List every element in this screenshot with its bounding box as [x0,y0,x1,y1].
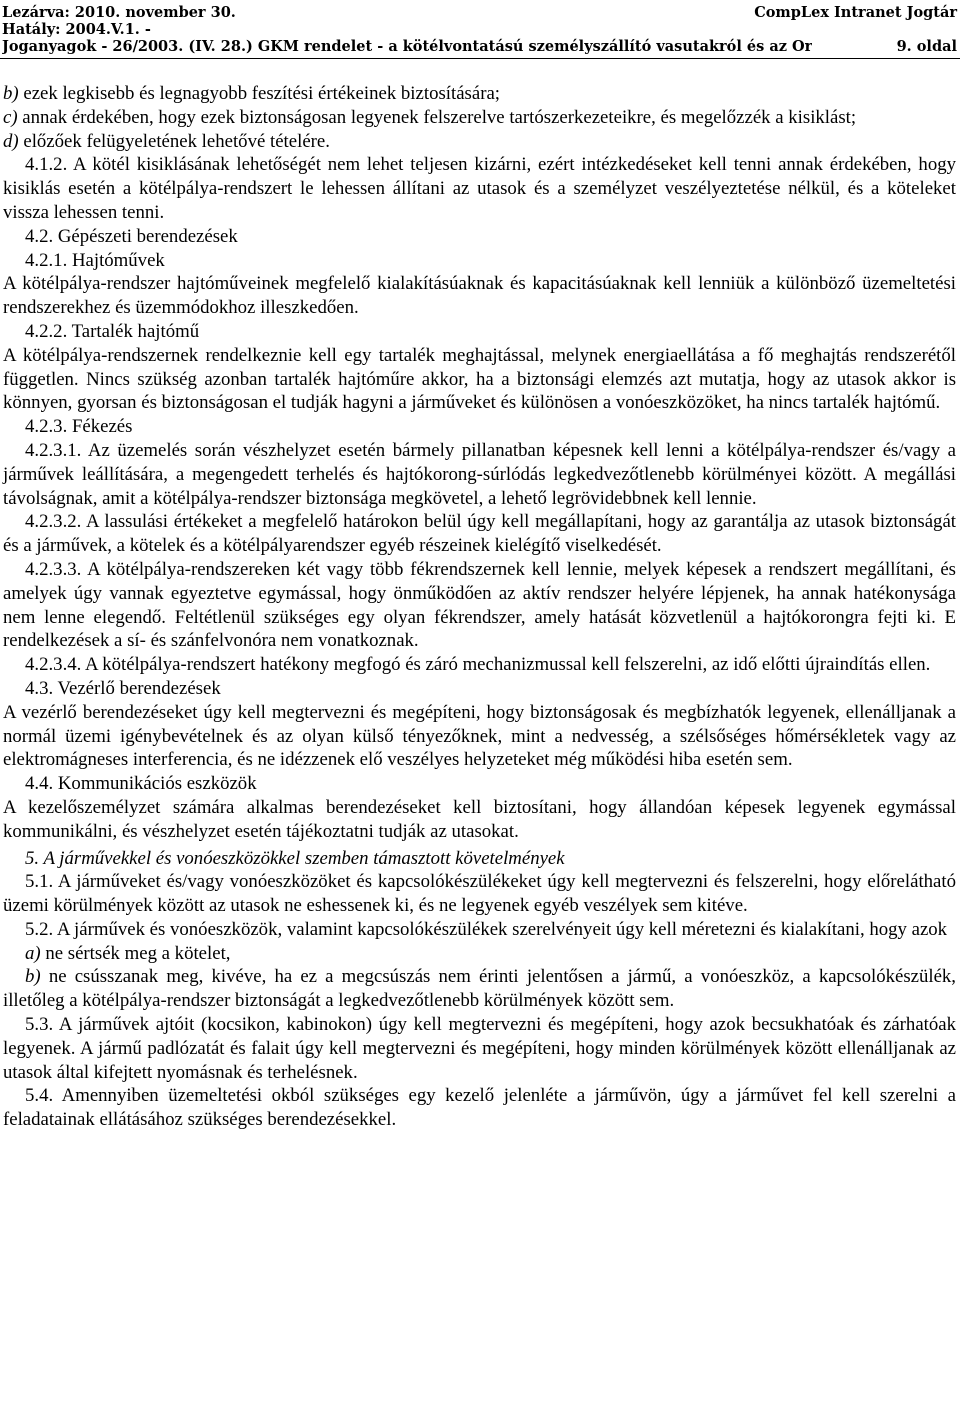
list-text: ne csússzanak meg, kivéve, ha ez a megcsúszás nem érinti jelentősen a jármű, a vonóeszköz, a kapcsolókészülék, illetőleg a kötélpálya-rendszer biztonságát a legkedvezőtlenebb körülmények között sem. [3,966,956,1012]
effective-date: Hatály: 2004.V.1. - [2,21,151,38]
paragraph-4-2-3-2: 4.2.3.2. A lassulási értékeket a megfelelő határokon belül úgy kell megállapítani, hogy az garantálja az utasok biztonságát és a járművek, a kötelek és a kötélpályarendszer egyéb részeinek kielégítő viselkedését. [3,511,956,557]
paragraph-5-2: 5.2. A járművek és vonóeszközök, valamint kapcsolókészülékek szerelvényeit úgy kell méretezni és kialakítani, hogy azok [25,918,948,940]
heading-4-2: 4.2. Gépészeti berendezések [25,225,238,247]
list-item-c [3,106,956,130]
header-divider [0,58,960,59]
paragraph-4-1-2: 4.1.2. A kötél kisiklásának lehetőségét nem lehet teljesen kizárni, ezért intézkedéseket kell tenni annak érdekében, hogy kisiklás esetén a kötélpálya-rendszert le lehessen állítani az utasok és a személyzet veszélyeztetése nélkül, és a köteleket vissza lehessen tenni. [3,154,956,223]
heading-4-3: 4.3. Vezérlő berendezések [25,677,221,699]
paragraph-5-1: 5.1. A járműveket és/vagy vonóeszközöket és kapcsolókészülékeket úgy kell megtervezni és felszerelni, hogy előrelátható üzemi körülmények között az utasok ne eshessenek ki, és ne legyenek egyéb veszélyek sem kitéve. [3,871,956,917]
page-header [2,4,957,55]
list-label: c) [3,106,18,128]
list-item-5-2-a [3,942,956,966]
header-row-3 [2,38,957,55]
document-body [3,82,956,1132]
document-title: Joganyagok - 26/2003. (IV. 28.) GKM rendelet - a kötélvontatású személyszállító vasutakról és az Or [2,38,813,55]
paragraph-4-2-3-1: 4.2.3.1. Az üzemelés során vészhelyzet esetén bármely pillanatban képesnek kell lenni a kötélpálya-rendszer és/vagy a járművek leállítására, a megengedett terhelés és hajtókorong-súrlódás legkedvezőtlenebb körülményei között. A megállási távolságnak, amit a kötélpálya-rendszer biztonsága megkövetel, a lehető legrövidebbnek kell lennie. [3,439,956,509]
list-label: d) [3,130,19,152]
lock-date: Lezárva: 2010. november 30. [2,4,236,21]
list-text: annak érdekében, hogy ezek biztonságosan legyenek felszerelve tartószerkezeteikre, és megelőzzék a kisiklást; [17,106,857,128]
list-item-b [3,82,956,106]
heading-4-2-2: 4.2.2. Tartalék hajtómű [25,320,200,342]
paragraph-4-2-3-4: 4.2.3.4. A kötélpálya-rendszert hatékony megfogó és záró mechanizmussal kell felszerelni, az idő előtti újraindítás ellen. [25,654,931,676]
section-title-text: 5. A járművekkel és vonóeszközökkel szemben támasztott követelmények [25,847,565,869]
list-label: a) [25,942,41,964]
header-row-2 [2,21,957,38]
page-number: 9. oldal [896,38,957,55]
product-name: CompLex Intranet Jogtár [754,4,957,21]
heading-4-2-3: 4.2.3. Fékezés [25,416,133,438]
heading-4-2-1: 4.2.1. Hajtóművek [25,249,165,271]
list-text: előzőek felügyeletének lehetővé tételére. [18,130,330,152]
list-text: ne sértsék meg a kötelet, [40,942,231,964]
heading-4-4: 4.4. Kommunikációs eszközök [25,773,257,795]
list-item-5-2-b [3,965,956,1013]
paragraph-4-4: A kezelőszemélyzet számára alkalmas berendezéseket kell biztosítani, hogy állandóan képesek legyenek egymással kommunikálni, és vészhelyzet esetén tájékoztatni tudják az utasokat. [3,796,956,842]
list-label: b) [25,966,41,988]
list-text: ezek legkisebb és legnagyobb feszítési értékeinek biztosítására; [18,83,500,104]
list-item-d [3,130,956,154]
section-5-title [3,847,956,871]
paragraph-4-2-3-3: 4.2.3.3. A kötélpálya-rendszereken két vagy több fékrendszernek kell lennie, melyek képesek a rendszert megállítani, és amelyek úgy vannak egyeztetve egymással, hogy önműködően az aktív rendszer helyére lépjenek, ha annak hatékonysága nem lenne elegendő. Feltétlenül szükséges egy olyan fékrendszer, amely hatását közvetlenül a hajtókorongra fejti ki. E rendelkezések a sí- és szánfelvonóra nem vonatkoznak. [3,558,956,652]
paragraph-4-3: A vezérlő berendezéseket úgy kell megtervezni és megépíteni, hogy biztonságosak és megbízhatók legyenek, ellenálljanak a normál üzemi igénybevételnek és az olyan külső tényezőknek, mint a nedvesség, a szélsőséges hőmérsékletek vagy az elektromágneses interferencia, és ne idézzenek elő veszélyes helyzeteket még működési hiba esetén sem. [3,701,956,771]
header-row-1 [2,4,957,21]
paragraph-5-3: 5.3. A járművek ajtóit (kocsikon, kabinokon) úgy kell megtervezni és megépíteni, hogy azok becsukhatóak és zárhatóak legyenek. A jármű padlózatát és falait úgy kell megtervezni és megépíteni, hogy minden körülmények között ellenálljanak az utasok által kifejtett nyomásnak és terhelésnek. [3,1014,956,1083]
paragraph-5-4: 5.4. Amennyiben üzemeltetési okból szükséges egy kezelő jelenléte a járművön, úgy a járművet fel kell szerelni a feladatainak ellátásához szükséges berendezésekkel. [3,1085,956,1131]
paragraph-4-2-2: A kötélpálya-rendszernek rendelkeznie kell egy tartalék meghajtással, melynek energiaellátása a fő meghajtás rendszerétől független. Nincs szükség azonban tartalék hajtóműre akkor, ha a biztonsági elemzés azt mutatja, hogy az utasok akkor is könnyen, gyorsan és biztonságosan el tudják hagyni a járműveket és különösen a vonóeszközöket, ha nincs tartalék hajtómű. [3,344,956,414]
list-label: b) [3,83,19,104]
paragraph-4-2-1: A kötélpálya-rendszer hajtóműveinek megfelelő kialakításúaknak és kapacitásúaknak kell lenniük a különböző üzemeltetési rendszerekhez és üzemmódokhoz illeszkedően. [3,273,956,319]
